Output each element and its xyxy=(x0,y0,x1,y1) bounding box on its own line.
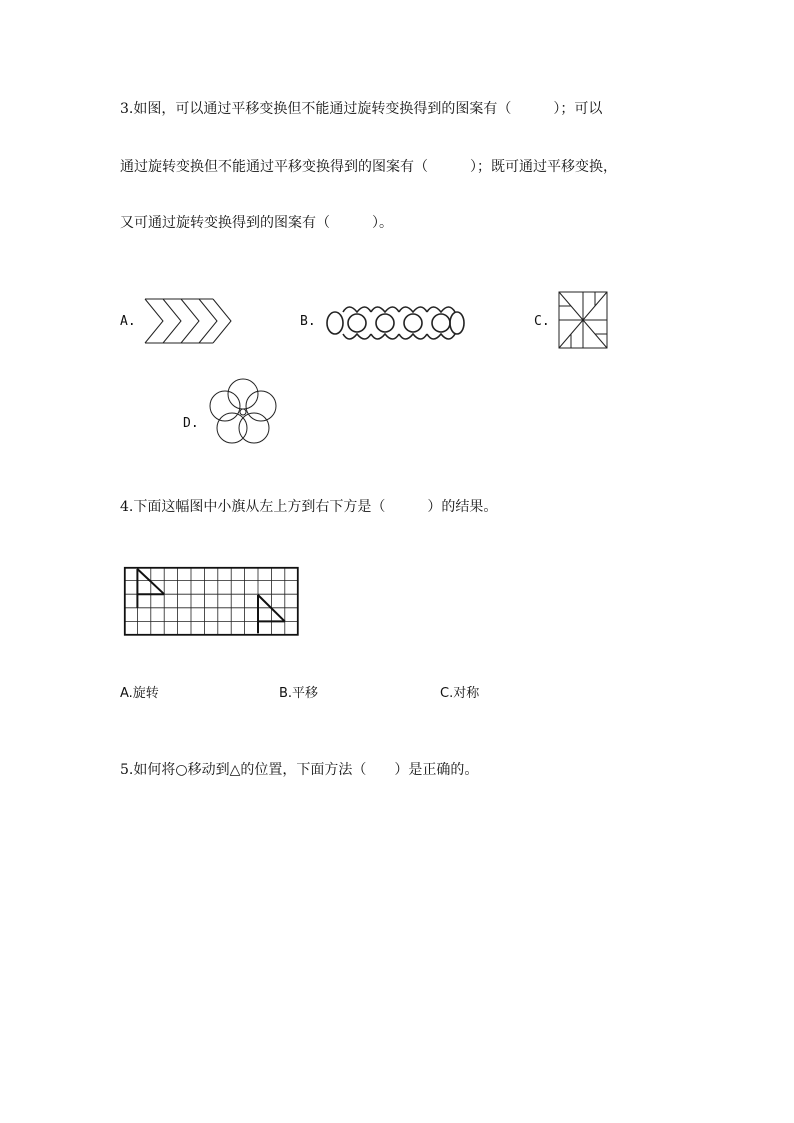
q3-line-1: 3.如图，可以通过平移变换但不能通过旋转变换得到的图案有（ ）；可以 xyxy=(120,101,603,117)
q3-line-3: 又可通过旋转变换得到的图案有（ ）。 xyxy=(120,215,393,231)
q4-option-c: C.对称 xyxy=(440,686,480,701)
q3-line-2: 通过旋转变换但不能通过平移变换得到的图案有（ ）；既可通过平移变换， xyxy=(120,159,617,175)
q3-option-b-label: B. xyxy=(300,314,316,329)
q4-option-b: B.平移 xyxy=(279,686,319,701)
q4-option-a: A.旋转 xyxy=(120,686,159,701)
q3-option-a-label: A. xyxy=(120,314,136,329)
q4-text: 4.下面这幅图中小旗从左上方到右下方是（ ）的结果。 xyxy=(120,499,498,515)
rotating-petals-figure xyxy=(205,377,281,447)
q5-text: 5.如何将○移动到△的位置，下面方法（ ）是正确的。 xyxy=(120,762,479,778)
chevrons-figure xyxy=(145,299,235,347)
q3-option-d-label: D. xyxy=(183,416,199,431)
grid-figure xyxy=(124,567,300,637)
pinwheel-figure xyxy=(557,290,609,350)
flower-chain-figure xyxy=(325,300,465,346)
q3-option-c-label: C. xyxy=(534,314,550,329)
